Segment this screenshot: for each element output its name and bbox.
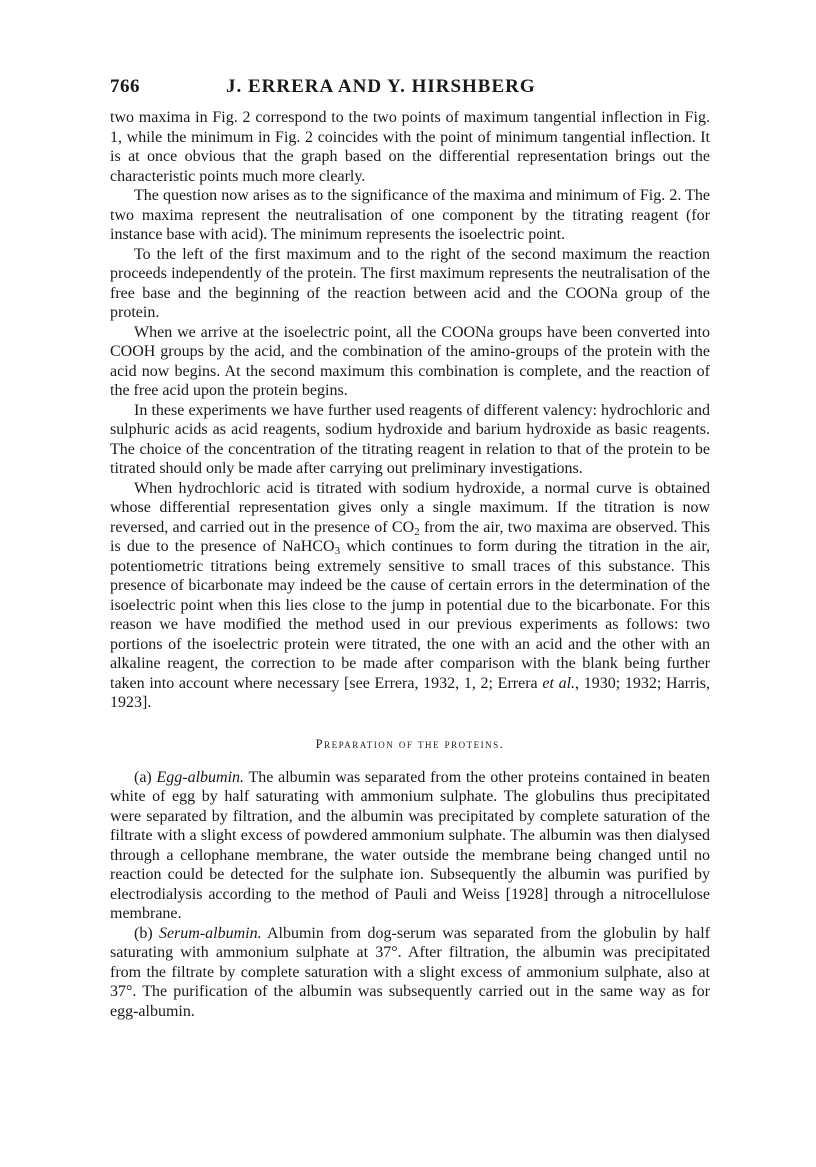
- paragraph-6: [110, 479, 710, 713]
- paragraph-5: In these experiments we have further used reagents of different valency: hydrochloric and sulphuric acids as acid reagents, sodium hydroxide and barium hydroxide as basic reagents. The choice of the concentration of the titrating reagent in relation to that of the protein to be titrated should only be made after carrying out preliminary investigations.: [110, 401, 710, 477]
- paragraph-3: To the left of the first maximum and to the right of the second maximum the reaction proceeds independently of the protein. The first maximum represents the neutralisation of the free base and the beginning of the reaction between acid and the COONa group of the protein.: [110, 245, 710, 321]
- running-head: J. ERRERA AND Y. HIRSHBERG: [226, 76, 536, 97]
- section-heading-text: Preparation of the proteins.: [315, 736, 505, 751]
- subsection-a-text: The albumin was separated from the other proteins contained in beaten white of egg by half saturating with ammonium sulphate. The globulins thus precipitated were separated by filtration, and the albumin was precipitated by complete saturation of the filtrate with a slight excess of powdered ammonium sulphate. The albumin was then dialysed through a cellophane membrane, the water outside the membrane being changed until no reaction could be detected for the sulphate ion. Subsequently the albumin was purified by electrodialysis according to the method of Pauli and Weiss [1928] through a nitrocellulose membrane.: [110, 768, 710, 922]
- subsection-b-label: (b): [134, 924, 159, 942]
- paragraph-6-part-a: When hydrochloric acid is titrated with sodium hydroxide, a normal curve is obtained whose differential representation gives only a single maximum. If the titration is now reversed, and carried out in the presence of CO: [110, 479, 710, 536]
- subsection-b-title: Serum-albumin.: [158, 924, 262, 942]
- paragraph-4: When we arrive at the isoelectric point, all the COONa groups have been converted into COOH groups by the acid, and the combination of the amino-groups of the protein with the acid now begins. At the second maximum this combination is complete, and the reaction of the free acid upon the protein begins.: [110, 323, 710, 399]
- paragraph-6-part-b: from the air, two maxima are observed. This is due to the presence of NaHCO: [110, 518, 710, 555]
- page: [110, 76, 710, 1021]
- subsection-a-label: (a): [134, 768, 157, 786]
- subsection-serum-albumin: [110, 924, 710, 1022]
- nahco3-subscript: 3: [334, 545, 341, 557]
- subsection-egg-albumin: [110, 768, 710, 924]
- et-al: et al.: [542, 674, 576, 692]
- co2-subscript: 2: [414, 525, 420, 538]
- paragraph-6-part-d: , 1930; 1932; Harris, 1923].: [110, 674, 711, 711]
- section-heading: [110, 737, 710, 752]
- paragraph-1: two maxima in Fig. 2 correspond to the two points of maximum tangential inflection in Fig. 1, while the minimum in Fig. 2 coincides with the point of minimum tangential inflection. It is at once obvious that the graph based on the differential representation brings out the characteristic points much more clearly.: [110, 109, 710, 185]
- page-number: 766: [110, 76, 140, 97]
- subsection-b-text: Albumin from dog-serum was separated from the globulin by half saturating with ammonium sulphate at 37°. After filtration, the albumin was precipitated from the filtrate by complete saturation with a slight excess of ammonium sulphate, also at 37°. The purification of the albumin was subsequently carried out in the same way as for egg-albumin.: [110, 924, 711, 1020]
- subsection-a-title: Egg-albumin.: [156, 768, 245, 786]
- paragraph-2: The question now arises as to the significance of the maxima and minimum of Fig. 2. The two maxima represent the neutralisation of one component by the titrating reagent (for instance base with acid). The minimum represents the isoelectric point.: [110, 187, 710, 243]
- page-header: [110, 76, 710, 102]
- paragraph-6-part-c: which continues to form during the titration in the air, potentiometric titrations being extremely sensitive to small traces of this substance. This presence of bicarbonate may indeed be the cause of certain errors in the determination of the isoelectric point when this lies close to the jump in potential due to the bicarbonate. For this reason we have modified the method used in our previous experiments as follows: two portions of the isoelectric protein were titrated, the one with an acid and the other with an alkaline reagent, the correction to be made after comparison with the blank being further taken into account where necessary [see Errera, 1932, 1, 2; Errera: [110, 538, 711, 692]
